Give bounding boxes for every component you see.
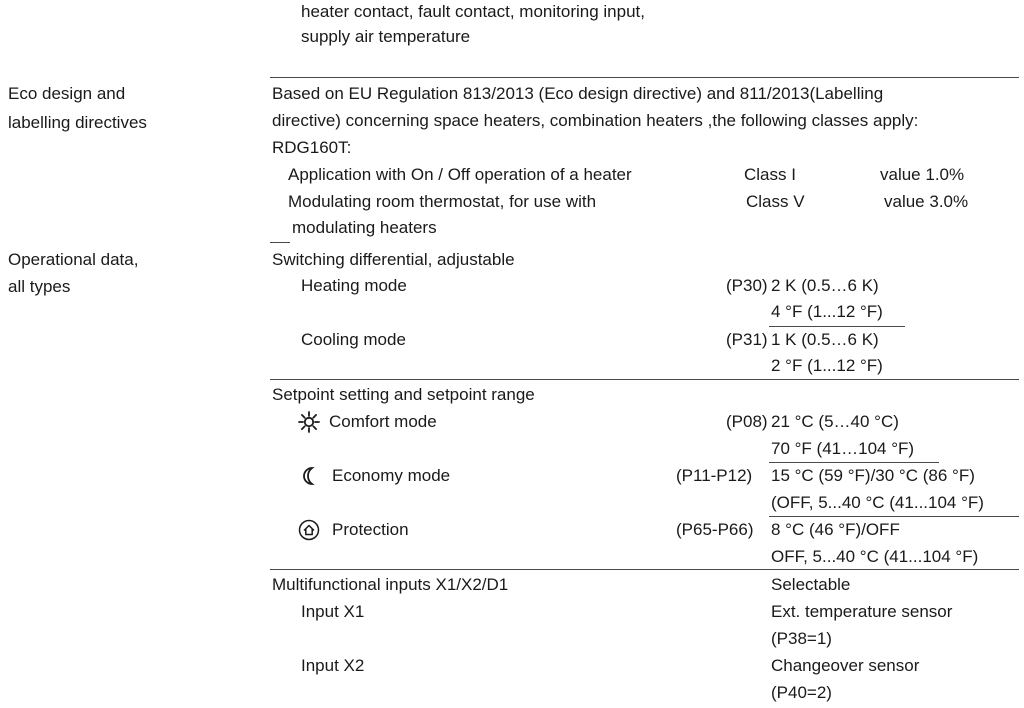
intro-line-2: supply air temperature bbox=[301, 27, 471, 46]
economy-mode-label: Economy mode bbox=[332, 466, 451, 485]
protection-param: (P65-P66) bbox=[676, 520, 754, 539]
switching-title: Switching differential, adjustable bbox=[272, 250, 515, 269]
section-rule bbox=[270, 379, 1019, 380]
value-underline bbox=[769, 516, 1019, 517]
eco-row-2-desc-2: modulating heaters bbox=[292, 218, 437, 237]
economy-mode-value-2: (OFF, 5...40 °C (41...104 °F) bbox=[771, 493, 984, 512]
sun-icon bbox=[298, 411, 320, 433]
comfort-mode-param: (P08) bbox=[726, 412, 768, 431]
input-x2-value-2: (P40=2) bbox=[771, 683, 832, 702]
input-x1-label: Input X1 bbox=[301, 602, 365, 621]
eco-row-2-class: Class V bbox=[746, 192, 805, 211]
economy-mode-param: (P11-P12) bbox=[676, 466, 753, 485]
eco-text-line-1: Based on EU Regulation 813/2013 (Eco design directive) and 811/2013(Labelling bbox=[272, 84, 884, 103]
operational-label-line-1: Operational data, bbox=[8, 250, 139, 269]
operational-label-line-2: all types bbox=[8, 277, 71, 296]
eco-row-1-value: value 1.0% bbox=[880, 165, 965, 184]
input-x1-value-2: (P38=1) bbox=[771, 629, 832, 648]
heating-mode-param: (P30) bbox=[726, 276, 768, 295]
inputs-title: Multifunctional inputs X1/X2/D1 bbox=[272, 575, 509, 594]
economy-mode-value-1: 15 °C (59 °F)/30 °C (86 °F) bbox=[771, 466, 975, 485]
cooling-mode-value-2: 2 °F (1...12 °F) bbox=[771, 356, 883, 375]
heating-mode-label: Heating mode bbox=[301, 276, 407, 295]
comfort-mode-label: Comfort mode bbox=[329, 412, 437, 431]
value-underline bbox=[769, 462, 939, 463]
heating-mode-value-1: 2 K (0.5…6 K) bbox=[771, 276, 879, 295]
eco-row-2-value: value 3.0% bbox=[884, 192, 969, 211]
comfort-mode-value-1: 21 °C (5…40 °C) bbox=[771, 412, 899, 431]
cooling-mode-param: (P31) bbox=[726, 330, 768, 349]
eco-row-1-desc: Application with On / Off operation of a heater bbox=[288, 165, 632, 184]
section-rule-short bbox=[270, 242, 290, 243]
section-rule bbox=[270, 77, 1019, 78]
cooling-mode-value-1: 1 K (0.5…6 K) bbox=[771, 330, 879, 349]
input-x2-value-1: Changeover sensor bbox=[771, 656, 920, 675]
crescent-moon-icon bbox=[298, 465, 320, 487]
protection-label: Protection bbox=[332, 520, 409, 539]
eco-row-1-class: Class I bbox=[744, 165, 796, 184]
inputs-title-value: Selectable bbox=[771, 575, 851, 594]
eco-model: RDG160T: bbox=[272, 138, 352, 157]
cooling-mode-label: Cooling mode bbox=[301, 330, 406, 349]
comfort-mode-value-2: 70 °F (41…104 °F) bbox=[771, 439, 915, 458]
protection-value-1: 8 °C (46 °F)/OFF bbox=[771, 520, 900, 539]
setpoint-title: Setpoint setting and setpoint range bbox=[272, 385, 535, 404]
input-x1-value-1: Ext. temperature sensor bbox=[771, 602, 953, 621]
protection-value-2: OFF, 5...40 °C (41...104 °F) bbox=[771, 547, 979, 566]
house-protection-icon bbox=[298, 519, 320, 541]
eco-text-line-2: directive) concerning space heaters, combination heaters ,the following classes apply: bbox=[272, 111, 919, 130]
eco-row-2-desc: Modulating room thermostat, for use with bbox=[288, 192, 597, 211]
heating-mode-value-2: 4 °F (1...12 °F) bbox=[771, 302, 883, 321]
section-rule bbox=[270, 569, 1019, 570]
eco-label-line-2: labelling directives bbox=[8, 113, 147, 132]
value-underline bbox=[769, 326, 905, 327]
eco-label-line-1: Eco design and bbox=[8, 84, 126, 103]
input-x2-label: Input X2 bbox=[301, 656, 365, 675]
intro-line-1: heater contact, fault contact, monitoring input, bbox=[301, 2, 645, 21]
